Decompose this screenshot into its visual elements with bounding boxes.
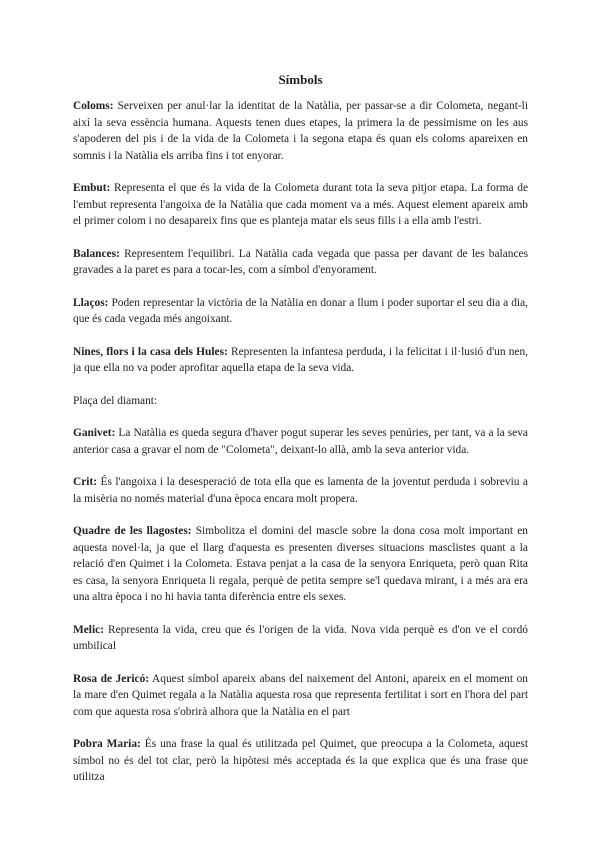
document-page [73,72,528,802]
symbol-term: Llaços: [73,296,109,309]
symbol-term: Melic: [73,623,104,636]
symbol-description: La Natàlia es queda segura d'haver pogut superar les seves penúries, per tant, va a la seva anterior casa a gravar el nom de "Colometa", deixant-lo allà, amb la seva anterior vida. [73,427,528,456]
symbol-term: Ganivet: [73,427,116,439]
symbol-term: Rosa de Jericó: [73,672,150,685]
symbol-description: És l'angoixa i la desesperació de tota ella que es lamenta de la joventut perduda i sobreviu a la misèria no només material d'una època encara molt propera. [73,476,528,505]
symbol-entry-balances [73,246,528,279]
symbol-entry-quadre [73,523,528,606]
symbol-entry-embut [73,180,528,230]
symbol-description: Representem l'equilibri. La Natàlia cada vegada que passa per davant de les balances gravades a la paret es para a tocar-les, com a símbol d'enyorament. [73,247,528,276]
symbol-description: Simbolitza el domini del mascle sobre la dona cosa molt important en aquesta novel·la, ja que el llarg d'aquesta es presenten diverses situacions masclistes quant a la relació d'en Quimet i la Colometa. Estava penjat a la casa de la senyora Enriqueta, però quan Rita es casa, la senyora Enriqueta li regala, perquè de petita sempre se'l quedava mirant, i a més ara era una altra època i no hi havia tanta diferència entre els sexes. [73,525,528,603]
symbol-description: Aquest símbol apareix abans del naixement del Antoni, apareix en el moment on la mare d'en Quimet regala a la Natàlia aquesta rosa que representa fertilitat i sort en l'hora del part com que aquesta rosa s'obrirà alhora que la Natàlia en el part [73,672,529,718]
symbol-term: Quadre de les llagostes: [73,525,192,537]
symbol-description: Poden representar la victòria de la Natàlia en donar a llum i poder suportar el seu dia a dia, que és cada vegada més angoixant. [73,296,528,325]
symbol-entry-crit [73,474,528,507]
symbol-description: Representa el que és la vida de la Colometa durant tota la seva pitjor etapa. La forma de l'embut representa l'angoixa de la Natàlia que cada moment va a més. Aquest element apareix amb el primer colom i no desapareix fins que es planteja matar els seus fills i a ella amb l'estri. [73,182,528,227]
symbol-term: Embut: [73,182,111,194]
symbol-term: Balances: [73,247,120,260]
symbol-term: Pobra Maria: [73,738,141,750]
symbol-term: Nines, flors i la casa dels Hules: [73,345,228,358]
symbol-description: Serveixen per anul·lar la identitat de la Natàlia, per passar-se a dir Colometa, negant-li així la seva essència humana. Aquests tenen dues etapes, la primera la de pessimisme on les aus s'apoderen del pis i de la vida de la Colometa i la segona etapa és quan els coloms apareixen en somnis i la Natàlia els arriba fins i tot enyorar. [73,100,528,162]
symbol-entry-llacos [73,295,528,328]
symbol-description: Representen la infantesa perduda, i la felicitat i il·lusió d'un nen, ja que ella no va poder aprofitar aquella etapa de la seva vida. [73,345,529,374]
symbol-entry-rosa [73,671,528,721]
symbol-description: És una frase la qual és utilitzada pel Quimet, que preocupa a la Colometa, aquest símbol no és del tot clar, però la hipòtesi més acceptada és la que explica que és una frase que utilitza [73,738,528,783]
symbol-description: Representa la vida, creu que és l'origen de la vida. Nova vida perquè es d'on ve el cordó umbilical [73,623,528,652]
page-title: Símbols [278,72,323,87]
symbol-entry-ganivet [73,425,528,458]
symbol-term: Coloms: [73,100,114,112]
symbol-entry-pobra-maria [73,736,528,786]
symbol-entry-nines [73,344,528,377]
symbol-entry-coloms [73,98,528,164]
symbol-term: Crit: [73,476,98,488]
symbol-entry-melic [73,622,528,655]
section-heading: Plaça del diamant: [73,394,158,407]
